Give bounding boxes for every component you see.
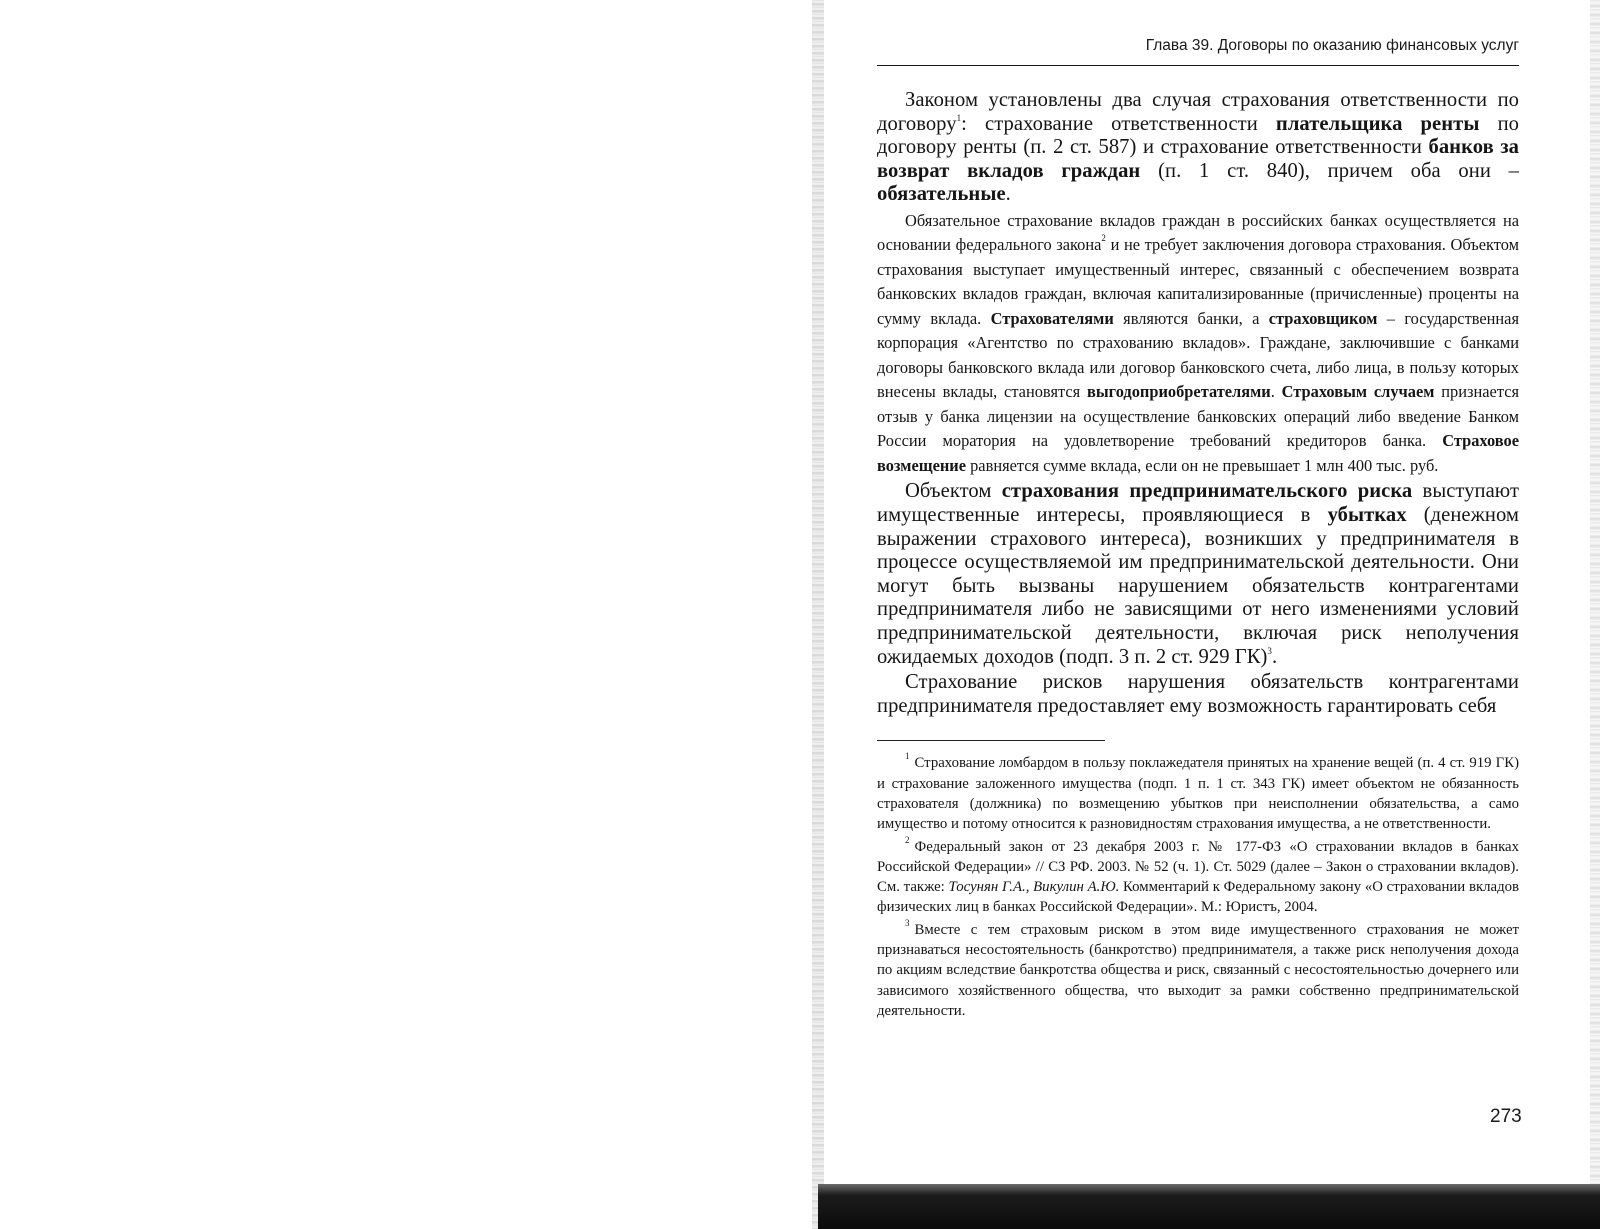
bold-term: Страховым случаем xyxy=(1281,382,1435,402)
footnote-text: Комментарий к Федеральному закону «О страховании вкладов физических лиц в банках Российской Федерации». М.: Юристъ, 2004. xyxy=(877,879,1519,916)
text-run: признается отзыв у банка лицензии на осуществление банковских операций либо введение Банком России моратория на удовлетворение требований кредиторов банка. xyxy=(877,382,1520,451)
footnote-text: Страхование ломбардом в пользу поклажедателя принятых на хранение вещей (п. 4 ст. 919 ГК) и страхование заложенного имущества (подп. 1 п. 1 ст. 343 ГК) имеет объектом не обязанность страхователя (должника) по возмещению убытков при неисполнении обязательства, а само имущество и потому относится к разновидностям страхования имущества, а не ответственности. xyxy=(877,755,1519,833)
text-run: выступают имущественные интересы, проявляющиеся в xyxy=(877,480,1520,527)
bold-term: плательщика ренты xyxy=(1275,112,1480,135)
bold-term: Страховое возмещение xyxy=(877,431,1519,475)
paragraph-business-risk xyxy=(877,480,1519,669)
footnote-text: Вместе с тем страховым риском в этом виде имущественного страхования не может признаваться несостоятельность (банкротство) предпринимателя, а также риск неполучения дохода по акциям вследствие банкротства общества и риск, связанный с несостоятельностью дочернего или зависимого хозяйственного общества, что выходит за рамки собственно предпринимательской деятельности. xyxy=(877,921,1519,1019)
footnote-number: 2 xyxy=(905,834,910,845)
text-run: по договору ренты (п. 2 ст. 587) и страхование ответственности xyxy=(877,112,1519,159)
text-run: : страхование ответственности xyxy=(961,112,1276,135)
bold-term: Страхователями xyxy=(990,308,1114,328)
author-names: Тосунян Г.А., Викулин А.Ю. xyxy=(948,879,1120,896)
footnote-ref-3[interactable]: 3 xyxy=(1267,645,1272,656)
paragraph-counterparty-risk xyxy=(877,671,1519,718)
text-run: являются банки, а xyxy=(1113,308,1269,328)
text-run: Страхование рисков нарушения обязательств контрагентами предпринимателя предоставляет ему возможность гарантировать себя xyxy=(877,671,1519,717)
bold-term: выгодоприобретателями xyxy=(1087,382,1271,402)
text-run: равняется сумме вклада, если он не превышает 1 млн 400 тыс. руб. xyxy=(966,455,1439,475)
paragraph-liability-insurance xyxy=(877,89,1519,207)
paragraph-deposit-insurance xyxy=(877,209,1519,479)
text-run: Законом установлены два случая страхования ответственности по договору xyxy=(877,89,1519,135)
text-run: Объектом xyxy=(905,480,1002,503)
footnote-text: Федеральный закон от 23 декабря 2003 г. № 177-ФЗ «О страховании вкладов в банках Российской Федерации» // СЗ РФ. 2003. № 52 (ч. 1). Ст. 5029 (далее – Закон о страховании вкладов). См. также: xyxy=(877,838,1519,896)
footnote-ref-2[interactable]: 2 xyxy=(1101,233,1106,244)
footnotes xyxy=(877,753,1519,1021)
footnote-ref-1[interactable]: 1 xyxy=(956,112,962,123)
footnote-3 xyxy=(877,917,1519,1021)
footnote-1 xyxy=(877,753,1519,834)
text-run: . xyxy=(1270,382,1282,402)
book-spine-shadow xyxy=(812,0,824,1229)
page-body xyxy=(877,89,1519,718)
text-run: (денежном выражении страхового интереса), возникших у предпринимателя в процессе осуществляемой им предпринимательской деятельности. Они могут быть вызваны нарушением обязательств контрагентами предпринимателя либо не зависящими от него изменениями условий предпринимательской деятельности, включая риск неполучения ожидаемых доходов (подп. 3 п. 2 ст. 929 ГК) xyxy=(877,504,1519,668)
bold-term: обязательные xyxy=(877,183,1006,206)
text-run: и не требует заключения договора страхования. Объектом страхования выступает имущественный интерес, связанный с обеспечением возврата банковских вкладов граждан, включая капитализированные (причисленные) проценты на сумму вклада. xyxy=(877,235,1519,328)
footnote-number: 3 xyxy=(905,917,910,928)
text-run: . xyxy=(1271,645,1278,668)
page-edge-shadow xyxy=(1590,0,1600,1229)
bold-term: убытках xyxy=(1327,504,1407,527)
footnote-2 xyxy=(877,834,1519,918)
text-run: . xyxy=(1005,183,1011,206)
page-number: 273 xyxy=(1490,1106,1522,1127)
text-run: – государственная корпорация «Агентство по страхованию вкладов». Граждане, заключившие с банками договоры банковского вклада или договор банковского счета, либо лица, в пользу которых внесены вклады, становятся xyxy=(877,308,1520,402)
running-head: Глава 39. Договоры по оказанию финансовых услуг xyxy=(877,36,1519,66)
bold-term: банков за возврат вкладов граждан xyxy=(877,136,1519,182)
text-run: (п. 1 ст. 840), причем оба они – xyxy=(1140,159,1519,182)
footnote-separator xyxy=(877,740,1105,741)
book-page xyxy=(877,36,1519,1023)
bold-term: страховщиком xyxy=(1268,308,1378,328)
footnote-number: 1 xyxy=(905,751,910,762)
scan-bottom-shadow xyxy=(818,1184,1600,1229)
text-run: Обязательное страхование вкладов граждан в российских банках осуществляется на основании федерального закона xyxy=(877,210,1519,255)
bold-term: страхования предпринимательского риска xyxy=(1001,480,1413,503)
